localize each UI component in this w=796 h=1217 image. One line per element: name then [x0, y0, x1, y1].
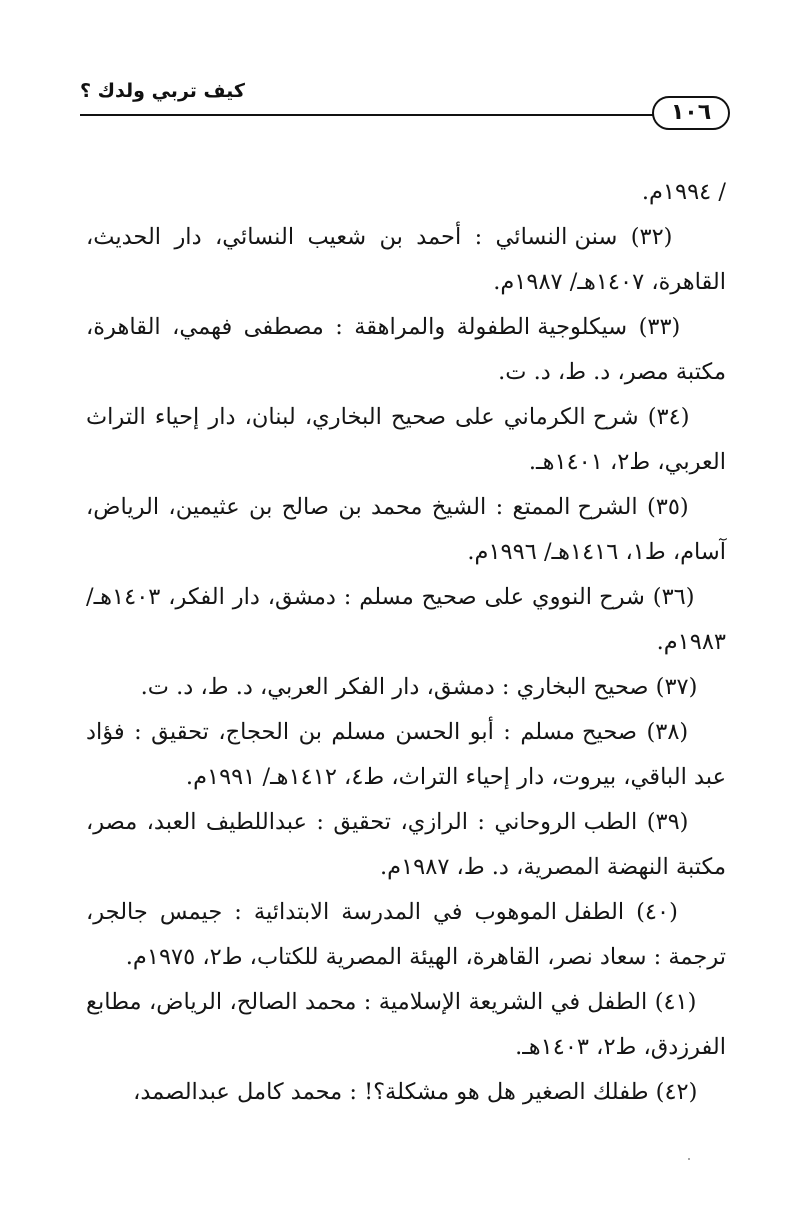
page-header [80, 78, 730, 138]
entry-text: الطفل الموهوب في المدرسة الابتدائية : جيمس جالجر، ترجمة : سعاد نصر، القاهرة، الهيئة المصرية للكتاب، ط٢، ١٩٧٥م. [86, 899, 726, 970]
entry-number: (٣٩) [646, 809, 689, 835]
entry-number: (٤٢) [655, 1079, 698, 1105]
entry-text: الطب الروحاني : الرازي، تحقيق : عبداللطيف العبد، مصر، مكتبة النهضة المصرية، د. ط، ١٩٨٧م. [86, 809, 726, 880]
bibliography-entry [86, 665, 726, 710]
header-rule [80, 114, 660, 116]
entry-text: سنن النسائي : أحمد بن شعيب النسائي، دار الحديث، القاهرة، ١٤٠٧هـ/ ١٩٨٧م. [86, 224, 726, 295]
entry-text: الطفل في الشريعة الإسلامية : محمد الصالح، الرياض، مطابع الفرزدق، ط٢، ١٤٠٣هـ. [86, 989, 726, 1060]
scan-speck [688, 1158, 690, 1160]
bibliography-entry [86, 1070, 726, 1115]
entry-text: سيكلوجية الطفولة والمراهقة : مصطفى فهمي، القاهرة، مكتبة مصر، د. ط، د. ت. [86, 314, 726, 385]
entry-number: (٣٨) [646, 719, 689, 745]
page-number: ١٠٦ [670, 100, 712, 125]
bibliography-entry [86, 800, 726, 890]
entry-text: طفلك الصغير هل هو مشكلة؟! : محمد كامل عبدالصمد، [133, 1079, 649, 1105]
entry-text: شرح النووي على صحيح مسلم : دمشق، دار الفكر، ١٤٠٣هـ/ ١٩٨٣م. [86, 584, 726, 655]
bibliography-entry [86, 890, 726, 980]
bibliography-entry [86, 395, 726, 485]
entry-number: (٤١) [654, 989, 697, 1015]
bibliography-entry [86, 485, 726, 575]
entry-number: (٤٠) [636, 899, 678, 925]
bibliography-entry [86, 215, 726, 305]
bibliography-list [86, 170, 726, 1115]
page-number-badge [652, 96, 730, 130]
entry-number: (٣٧) [655, 674, 698, 700]
bibliography-entry [86, 575, 726, 665]
entry-text: شرح الكرماني على صحيح البخاري، لبنان، دار إحياء التراث العربي، ط٢، ١٤٠١هـ. [86, 404, 726, 475]
bibliography-entry [86, 305, 726, 395]
continuation-line: / ١٩٩٤م. [641, 179, 726, 205]
entry-text: صحيح البخاري : دمشق، دار الفكر العربي، د. ط، د. ت. [140, 674, 649, 700]
entry-text: الشرح الممتع : الشيخ محمد بن صالح بن عثيمين، الرياض، آسام، ط١، ١٤١٦هـ/ ١٩٩٦م. [86, 494, 726, 565]
entry-number: (٣٢) [630, 224, 673, 250]
entry-number: (٣٦) [652, 584, 695, 610]
running-title: كيف تربي ولدك ؟ [80, 80, 245, 102]
bibliography-entry [86, 710, 726, 800]
entry-text: صحيح مسلم : أبو الحسن مسلم بن الحجاج، تحقيق : فؤاد عبد الباقي، بيروت، دار إحياء التراث، ط٤، ١٤١٢هـ/ ١٩٩١م. [86, 719, 726, 790]
bibliography-entry [86, 980, 726, 1070]
entry-number: (٣٤) [647, 404, 690, 430]
entry-number: (٣٣) [638, 314, 681, 340]
entry-number: (٣٥) [646, 494, 689, 520]
